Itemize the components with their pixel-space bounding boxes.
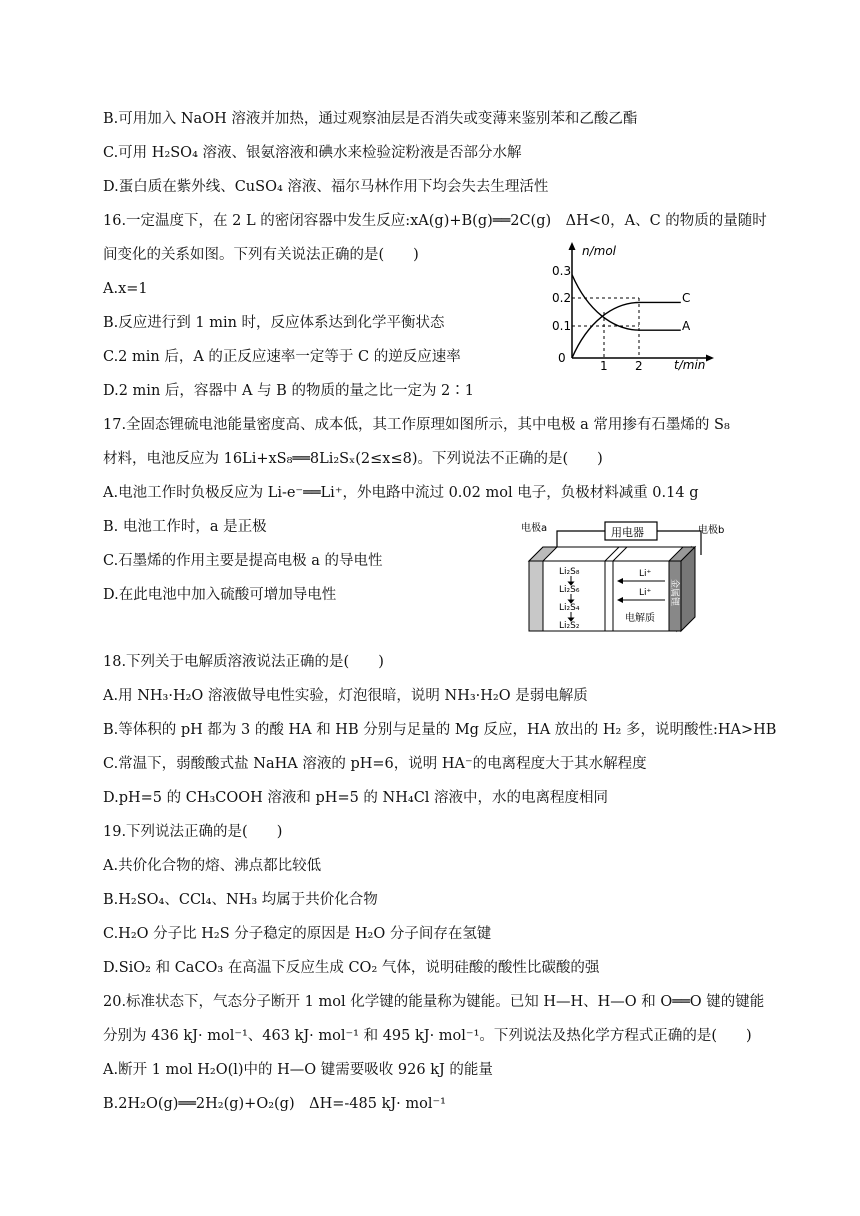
x-axis-label: t/min: [674, 358, 706, 372]
q18-option-b: B.等体积的 pH 都为 3 的酸 HA 和 HB 分别与足量的 Mg 反应，HA 放出的 H₂ 多，说明酸性:HA>HB: [103, 722, 777, 738]
species-li2s2: Li₂S₂: [559, 621, 580, 631]
ion-label-1: Li⁺: [639, 569, 652, 579]
q15-option-c: C.可用 H₂SO₄ 溶液、银氨溶液和碘水来检验淀粉液是否部分水解: [103, 145, 522, 161]
electrode-b-label: 电极b: [698, 525, 725, 536]
y-tick-0.2: 0.2: [552, 291, 572, 305]
origin-label: 0: [558, 351, 566, 365]
q18-option-a: A.用 NH₃·H₂O 溶液做导电性实验，灯泡很暗，说明 NH₃·H₂O 是弱电解质: [103, 688, 588, 704]
electrode-a-label: 电极a: [521, 523, 548, 534]
q17-option-a: A.电池工作时负极反应为 Li-e⁻══Li⁺，外电路中流过 0.02 mol 电子，负极材料减重 0.14 g: [103, 485, 699, 501]
q19-option-c: C.H₂O 分子比 H₂S 分子稳定的原因是 H₂O 分子间存在氢键: [103, 926, 492, 942]
q20-stem: 20.标准状态下，气态分子断开 1 mol 化学键的能量称为键能。已知 H—H、H—O 和 O══O 键的键能: [103, 994, 765, 1010]
q17-stem: 17.全固态锂硫电池能量密度高、成本低，其工作原理如图所示，其中电极 a 常用掺有石墨烯的 S₈: [103, 417, 730, 433]
electrode-a-block: [529, 561, 543, 631]
q18-option-c: C.常温下，弱酸酸式盐 NaHA 溶液的 pH=6，说明 HA⁻的电离程度大于其水解程度: [103, 756, 647, 772]
x-tick-2: 2: [635, 359, 643, 373]
q15-option-d: D.蛋白质在紫外线、CuSO₄ 溶液、福尔马林作用下均会失去生理活性: [103, 179, 549, 195]
q16-stem: 16.一定温度下，在 2 L 的密闭容器中发生反应:xA(g)+B(g)══2C(g) ΔH<0，A、C 的物质的量随时: [103, 213, 767, 229]
q19-stem: 19.下列说法正确的是( ): [103, 824, 283, 840]
curve-label-c: C: [682, 291, 691, 305]
q20-option-b: B.2H₂O(g)══2H₂(g)+O₂(g) ΔH=-485 kJ· mol⁻¹: [103, 1096, 446, 1112]
q20-stem-cont: 分别为 436 kJ· mol⁻¹、463 kJ· mol⁻¹ 和 495 kJ· mol⁻¹。下列说法及热化学方程式正确的是( ): [103, 1028, 752, 1044]
q17-option-b: B. 电池工作时，a 是正极: [103, 519, 267, 535]
device-label: 用电器: [611, 526, 644, 539]
q18-stem: 18.下列关于电解质溶液说法正确的是( ): [103, 654, 384, 670]
ion-label-2: Li⁺: [639, 588, 652, 598]
species-li2s4: Li₂S₄: [559, 603, 580, 613]
species-li2s6: Li₂S₆: [559, 585, 580, 595]
y-axis-label: n/mol: [582, 244, 617, 258]
x-tick-1: 1: [600, 359, 608, 373]
q16-option-d: D.2 min 后，容器中 A 与 B 的物质的量之比一定为 2∶1: [103, 383, 475, 399]
y-tick-0.3: 0.3: [552, 264, 572, 278]
curve-label-a: A: [682, 319, 691, 333]
battery-diagram: [515, 511, 730, 636]
q16-option-a: A.x=1: [103, 281, 148, 297]
q17-option-d: D.在此电池中加入硫酸可增加导电性: [103, 587, 337, 603]
reaction-graph: [552, 238, 722, 376]
q17-option-c: C.石墨烯的作用主要是提高电极 a 的导电性: [103, 553, 383, 569]
electrolyte-label: 电解质: [625, 613, 655, 624]
q19-option-b: B.H₂SO₄、CCl₄、NH₃ 均属于共价化合物: [103, 892, 378, 908]
q19-option-d: D.SiO₂ 和 CaCO₃ 在高温下反应生成 CO₂ 气体，说明硅酸的酸性比碳酸的强: [103, 960, 600, 976]
q17-stem-cont: 材料，电池反应为 16Li+xS₈══8Li₂Sₓ(2≤x≤8)。下列说法不正确的是( ): [103, 451, 603, 467]
q19-option-a: A.共价化合物的熔、沸点都比较低: [103, 858, 322, 874]
q16-option-b: B.反应进行到 1 min 时，反应体系达到化学平衡状态: [103, 315, 445, 331]
q20-option-a: A.断开 1 mol H₂O(l)中的 H—O 键需要吸收 926 kJ 的能量: [103, 1062, 493, 1078]
q18-option-d: D.pH=5 的 CH₃COOH 溶液和 pH=5 的 NH₄Cl 溶液中，水的电离程度相同: [103, 790, 609, 806]
metal-li-label: 金属锂: [669, 579, 679, 607]
q15-option-b: B.可用加入 NaOH 溶液并加热，通过观察油层是否消失或变薄来鉴别苯和乙酸乙酯: [103, 111, 638, 127]
species-li2s8: Li₂S₈: [559, 567, 580, 577]
q16-option-c: C.2 min 后，A 的正反应速率一定等于 C 的逆反应速率: [103, 349, 461, 365]
q16-stem-cont: 间变化的关系如图。下列有关说法正确的是( ): [103, 247, 419, 263]
y-tick-0.1: 0.1: [552, 319, 572, 333]
